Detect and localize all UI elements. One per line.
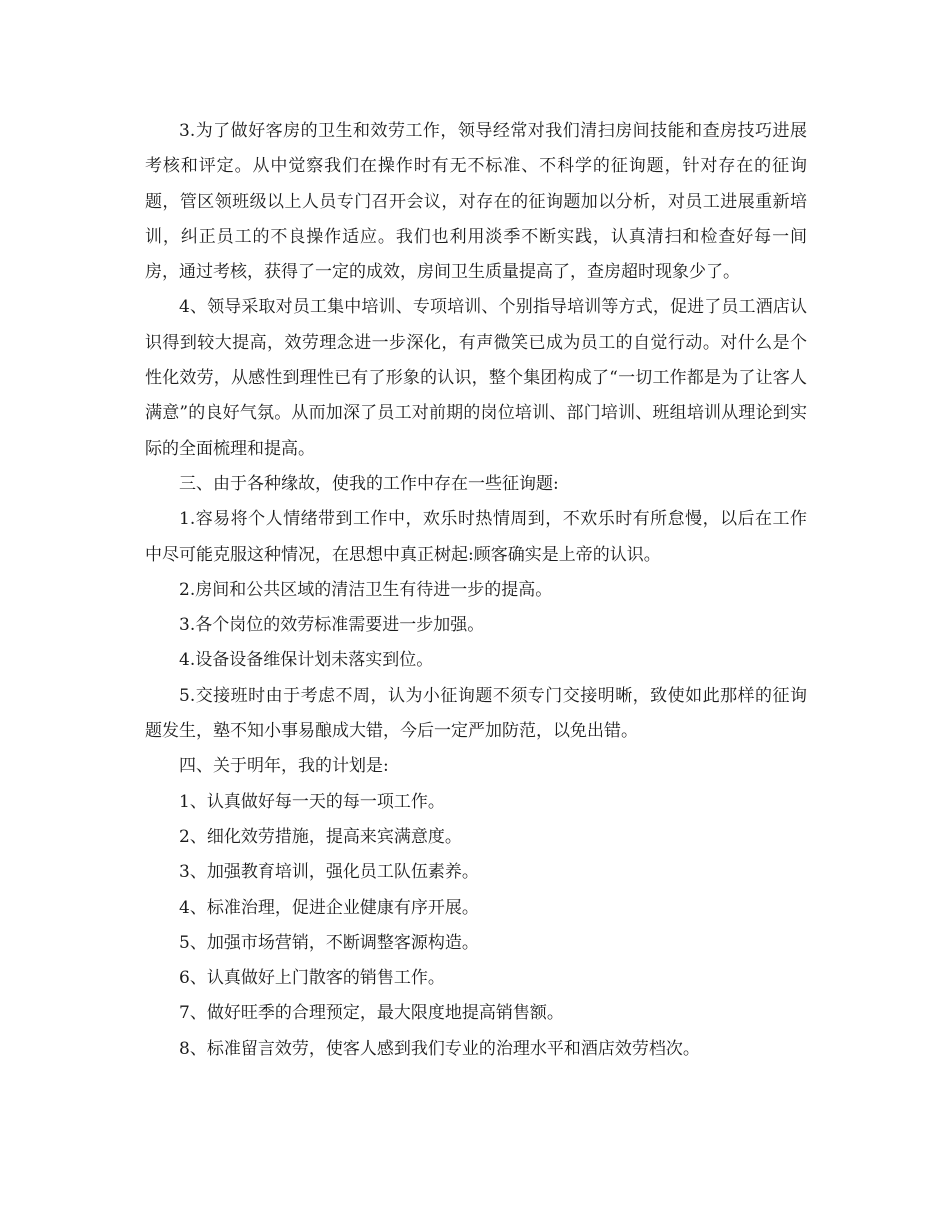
problem-item-4: 4.设备设备维保计划未落实到位。: [179, 650, 434, 671]
problem-item-1: 1.容易将个人情绪带到工作中，欢乐时热情周到，不欢乐时有所怠慢，以后在工作中尽可能克服这种情况，在思想中真正树起:顾客确实是上帝的认识。: [145, 509, 807, 565]
problem-item-2: 2.房间和公共区域的清洁卫生有待进一步的提高。: [179, 579, 553, 600]
plan-item-6: 6、认真做好上门散客的销售工作。: [179, 968, 445, 989]
problem-item-5: 5.交接班时由于考虑不周，认为小征询题不须专门交接明晰，致使如此那样的征询题发生，塾不知小事易酿成大错，今后一定严加防范，以免出错。: [145, 685, 807, 742]
section-heading-plan: 四、关于明年，我的计划是:: [179, 756, 389, 777]
plan-item-1: 1、认真做好每一天的每一项工作。: [179, 791, 445, 812]
paragraph-room-hygiene-assessment: 3.为了做好客房的卫生和效劳工作，领导经常对我们清扫房间技能和查房技巧进展考核和评定。从中觉察我们在操作时有无不标准、不科学的征询题，针对存在的征询题，管区领班级以上人员专门召开会议，对存在的征询题加以分析，对员工进展重新培训，纠正员工的不良操作适应。我们也利用淡季不断实践，认真清扫和检查好每一间房，通过考核，获得了一定的成效，房间卫生质量提高了，查房超时现象少了。: [145, 121, 807, 283]
plan-item-5: 5、加强市场营销，不断调整客源构造。: [179, 932, 479, 953]
problem-item-3: 3.各个岗位的效劳标准需要进一步加强。: [179, 615, 485, 636]
document-body: [145, 114, 807, 1067]
plan-item-7: 7、做好旺季的合理预定，最大限度地提高销售额。: [179, 1003, 564, 1024]
plan-item-8: 8、标准留言效劳，使客人感到我们专业的治理水平和酒店效劳档次。: [179, 1038, 700, 1059]
plan-item-3: 3、加强教育培训，强化员工队伍素养。: [179, 862, 479, 883]
paragraph-staff-training: 4、领导采取对员工集中培训、专项培训、个别指导培训等方式，促进了员工酒店认识得到较大提高，效劳理念进一步深化，有声微笑已成为员工的自觉行动。对什么是个性化效劳，从感性到理性已有了形象的认识，整个集团构成了“一切工作都是为了让客人满意”的良好气氛。从而加深了员工对前期的岗位培训、部门培训、班组培训从理论到实际的全面梳理和提高。: [145, 297, 807, 459]
plan-item-2: 2、细化效劳措施，提高来宾满意度。: [179, 826, 462, 847]
plan-item-4: 4、标准治理，促进企业健康有序开展。: [179, 897, 479, 918]
section-heading-problems: 三、由于各种缘故，使我的工作中存在一些征询题:: [179, 473, 559, 494]
